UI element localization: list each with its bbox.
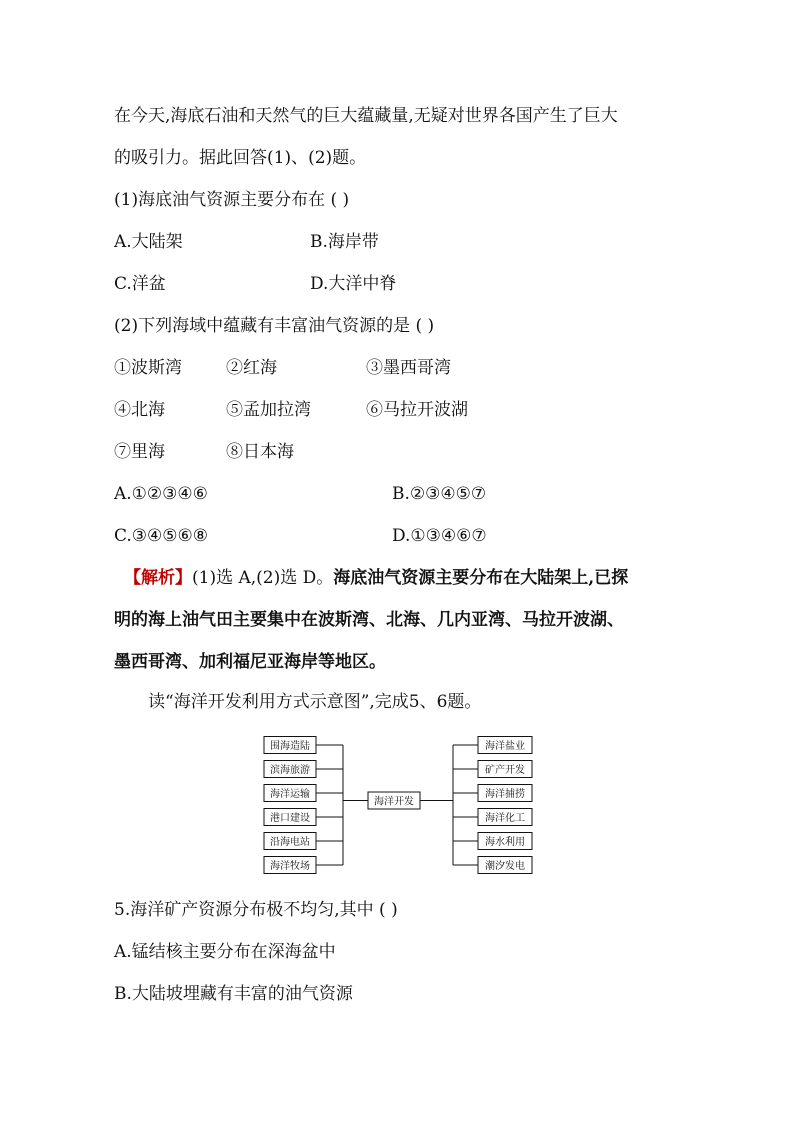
q2-option-a: A.①②③④⑥: [114, 484, 208, 504]
analysis-tag: 【解析】: [124, 568, 192, 588]
q2-item-2: ②红海: [226, 358, 277, 378]
svg-text:港口建设: 港口建设: [270, 813, 310, 824]
svg-text:海洋捕捞: 海洋捕捞: [485, 789, 525, 800]
q2-stem: (2)下列海域中蕴藏有丰富油气资源的是 ( ): [114, 316, 435, 336]
read-instruction: 读“海洋开发利用方式示意图”,完成5、6题。: [148, 692, 482, 712]
svg-text:滨海旅游: 滨海旅游: [270, 765, 310, 776]
svg-text:沿海电站: 沿海电站: [270, 837, 310, 848]
q2-item-6: ⑥马拉开波湖: [366, 400, 468, 420]
diagram-left-box: [264, 785, 316, 802]
q2-item-3: ③墨西哥湾: [366, 358, 451, 378]
q2-item-4: ④北海: [114, 400, 165, 420]
q2-option-d: D.①③④⑥⑦: [392, 526, 487, 546]
analysis-line-3: 墨西哥湾、加利福尼亚海岸等地区。: [114, 652, 386, 672]
diagram-left-box: [264, 737, 316, 754]
q2-item-5: ⑤孟加拉湾: [226, 400, 311, 420]
q5-stem: 5.海洋矿产资源分布极不均匀,其中 ( ): [114, 900, 398, 920]
diagram-left-box: [264, 857, 316, 874]
svg-text:围海造陆: 围海造陆: [270, 741, 310, 752]
diagram-right-box: [478, 809, 532, 826]
q1-option-d: D.大洋中脊: [310, 274, 397, 294]
svg-text:海洋牧场: 海洋牧场: [270, 861, 310, 872]
q2-item-8: ⑧日本海: [226, 442, 294, 462]
svg-text:海洋开发: 海洋开发: [374, 796, 414, 808]
svg-text:海水利用: 海水利用: [485, 837, 525, 848]
q1-option-c: C.洋盆: [114, 274, 166, 294]
diagram-boxes: [264, 737, 532, 874]
q2-item-7: ⑦里海: [114, 442, 165, 462]
diagram-right-box: [478, 761, 532, 778]
svg-text:海洋化工: 海洋化工: [485, 813, 525, 824]
diagram-right-box: [478, 857, 532, 874]
diagram-right-box: [478, 785, 532, 802]
q2-option-b: B.②③④⑤⑦: [392, 484, 487, 504]
q1-option-b: B.海岸带: [310, 232, 379, 252]
ocean-development-diagram: [0, 730, 794, 880]
diagram-left-box: [264, 833, 316, 850]
svg-text:海洋运输: 海洋运输: [270, 789, 310, 800]
svg-text:潮汐发电: 潮汐发电: [485, 861, 525, 872]
analysis-answer: (1)选 A,(2)选 D。: [192, 568, 334, 588]
q2-option-c: C.③④⑤⑥⑧: [114, 526, 209, 546]
diagram-center-box: [368, 792, 420, 809]
q5-option-b: B.大陆坡埋藏有丰富的油气资源: [114, 984, 353, 1004]
q5-option-a: A.锰结核主要分布在深海盆中: [114, 942, 336, 962]
diagram-left-box: [264, 809, 316, 826]
analysis-line-2: 明的海上油气田主要集中在波斯湾、北海、几内亚湾、马拉开波湖、: [114, 610, 624, 630]
diagram-left-box: [264, 761, 316, 778]
intro-line-1: 在今天,海底石油和天然气的巨大蕴藏量,无疑对世界各国产生了巨大: [114, 106, 618, 126]
q1-stem: (1)海底油气资源主要分布在 ( ): [114, 190, 350, 210]
intro-line-2: 的吸引力。据此回答(1)、(2)题。: [114, 148, 367, 168]
q1-option-a: A.大陆架: [114, 232, 183, 252]
analysis-line-1: [124, 566, 628, 590]
diagram-right-box: [478, 833, 532, 850]
diagram-right-box: [478, 737, 532, 754]
svg-text:海洋盐业: 海洋盐业: [485, 741, 525, 752]
svg-text:矿产开发: 矿产开发: [485, 765, 525, 776]
q2-item-1: ①波斯湾: [114, 358, 182, 378]
analysis-text-1: 海底油气资源主要分布在大陆架上,已探: [333, 568, 629, 588]
